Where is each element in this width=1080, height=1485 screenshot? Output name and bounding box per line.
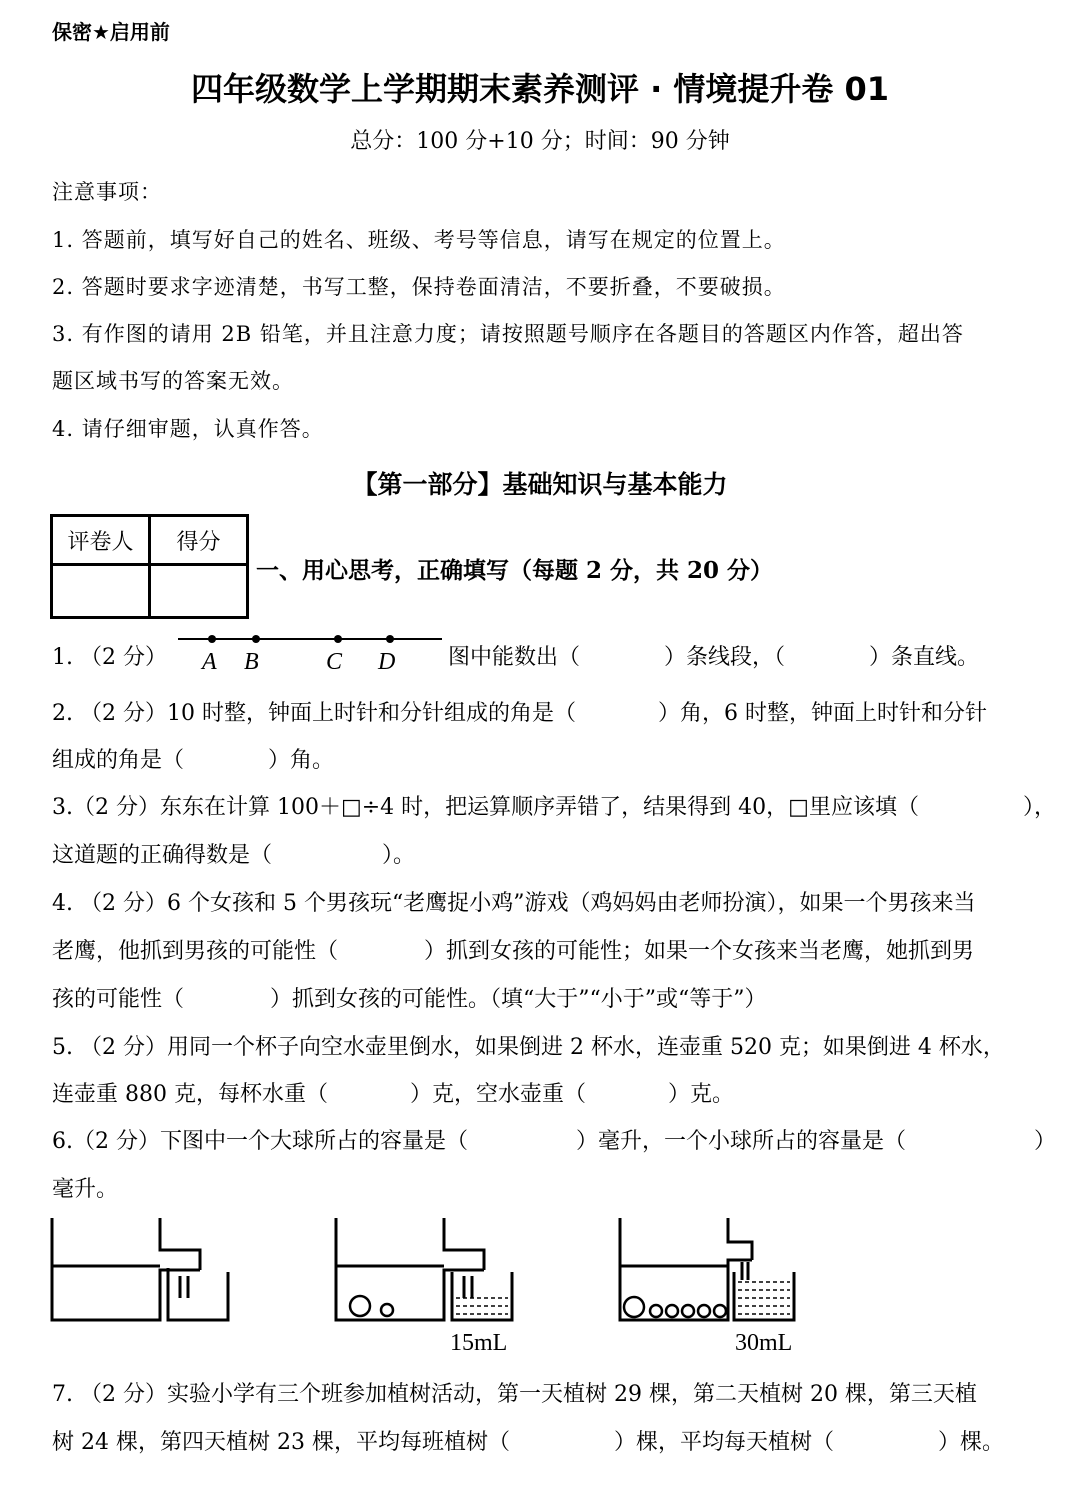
question-7-line-1: 7. （2 分）实验小学有三个班参加植树活动，第一天植树 29 棵，第二天植树 20 棵，第三天植 — [52, 1382, 977, 1407]
caption-15ml: 15mL — [450, 1330, 508, 1356]
question-6-line-1 — [52, 1124, 906, 1155]
water-fill-2 — [738, 1282, 790, 1314]
note-line: 2. 答题时要求字迹清楚，书写工整，保持卷面清洁，不要折叠，不要破损。 — [52, 275, 786, 299]
question-6-line-2: 毫升。 — [52, 1177, 119, 1202]
question-1-text — [448, 640, 979, 671]
answer-blank-end[interactable] — [1023, 790, 1056, 821]
point-b — [252, 635, 260, 643]
q6-part-b: ）毫升，一个小球所占的容量是（ — [575, 1129, 906, 1154]
water-fill-1 — [456, 1298, 508, 1314]
q1-part-a: 图中能数出（ — [448, 645, 581, 670]
q5-part-b: 连壶重 880 克，每杯水重（ — [52, 1082, 328, 1107]
part-title: 一、用心思考，正确填写（每题 2 分，共 20 分） — [256, 557, 774, 584]
note-line: 3. 有作图的请用 2B 铅笔，并且注意力度；请按照题号顺序在各题目的答题区内作答，超出答 — [52, 322, 964, 346]
q4-part-e: ）抓到女孩的可能性。（填“大于”“小于”或“等于”） — [270, 987, 767, 1012]
q7-part-b: 树 24 棵，第四天植树 23 棵，平均每班植树（ — [52, 1430, 510, 1455]
small-ball — [666, 1305, 678, 1317]
q3-part-a: 3.（2 分）东东在计算 100＋□÷4 时，把运算顺序弄错了，结果得到 40，□里应该填（ — [52, 795, 919, 820]
q6-part-a: 6.（2 分）下图中一个大球所占的容量是（ — [52, 1129, 468, 1154]
point-a-label: A — [202, 649, 217, 675]
note-line: 4. 请仔细审题，认真作答。 — [52, 417, 324, 441]
line-segment-figure — [170, 625, 450, 680]
question-3-line-1 — [52, 790, 919, 821]
q4-part-c: ）抓到女孩的可能性；如果一个女孩来当老鹰，她抓到男 — [424, 939, 975, 964]
question-5-line-1: 5. （2 分）用同一个杯子向空水壶里倒水，如果倒进 2 杯水，连壶重 520 克；如果倒进 4 杯水， — [52, 1035, 1005, 1060]
q2-part-c: 组成的角是（ — [52, 748, 185, 773]
q1-part-b: ）条线段，（ — [664, 645, 786, 670]
q4-part-d: 孩的可能性（ — [52, 987, 185, 1012]
reviewer-cell[interactable] — [52, 565, 150, 618]
q7-part-d: ）棵。 — [937, 1430, 1004, 1455]
big-ball — [350, 1296, 370, 1316]
exam-subtitle: 总分：100 分+10 分；时间：90 分钟 — [350, 129, 730, 154]
small-ball — [714, 1305, 726, 1317]
small-ball — [381, 1304, 393, 1316]
score-cell[interactable] — [150, 565, 248, 618]
q2-part-d: ）角。 — [268, 748, 335, 773]
container-1 — [52, 1218, 228, 1320]
point-c — [334, 635, 342, 643]
q3-part-d: ）。 — [382, 843, 416, 868]
question-4-line-3 — [52, 982, 767, 1013]
q3-part-c: 这道题的正确得数是（ — [52, 843, 273, 868]
q5-part-d: ）克。 — [668, 1082, 735, 1107]
page-title: 四年级数学上学期期末素养测评 · 情境提升卷 01 — [190, 70, 890, 108]
q2-part-a: 2. （2 分）10 时整，钟面上时针和分针组成的角是（ — [52, 701, 576, 726]
q4-part-b: 老鹰，他抓到男孩的可能性（ — [52, 939, 339, 964]
score-table — [50, 514, 249, 619]
small-ball — [650, 1305, 662, 1317]
question-4-line-1: 4. （2 分）6 个女孩和 5 个男孩玩“老鹰捉小鸡”游戏（鸡妈妈由老师扮演），如果一个男孩来当 — [52, 891, 976, 916]
reviewer-header: 评卷人 — [52, 516, 150, 565]
notes-heading: 注意事项： — [52, 180, 162, 204]
point-c-label: C — [326, 649, 343, 675]
question-7-line-2 — [52, 1425, 1004, 1456]
q3-part-b: ）， — [1022, 795, 1056, 820]
question-2-line-2 — [52, 743, 334, 774]
question-2-line-1 — [52, 696, 987, 727]
q1-part-c: ）条直线。 — [869, 645, 980, 670]
question-3-line-2 — [52, 838, 415, 869]
point-b-label: B — [244, 649, 259, 675]
caption-30ml: 30mL — [735, 1330, 793, 1356]
answer-blank-end[interactable] — [1034, 1124, 1056, 1155]
point-d — [386, 635, 394, 643]
ball-volume-figure — [40, 1210, 820, 1360]
small-ball — [698, 1305, 710, 1317]
container-2 — [336, 1218, 512, 1320]
q2-part-b: ）角，6 时整，钟面上时针和分针 — [657, 701, 987, 726]
container-3 — [620, 1218, 794, 1320]
q6-part-c: ） — [1033, 1129, 1056, 1154]
score-header: 得分 — [150, 516, 248, 565]
q5-part-c: ）克，空水壶重（ — [409, 1082, 586, 1107]
question-1-number: 1. （2 分） — [52, 645, 167, 670]
question-4-line-2 — [52, 934, 974, 965]
small-ball — [682, 1305, 694, 1317]
confidential-label: 保密★启用前 — [52, 20, 170, 44]
note-line: 1. 答题前，填写好自己的姓名、班级、考号等信息，请写在规定的位置上。 — [52, 228, 786, 252]
note-line: 题区域书写的答案无效。 — [52, 369, 294, 393]
point-d-label: D — [378, 649, 396, 675]
question-5-line-2 — [52, 1077, 734, 1108]
section-title: 【第一部分】基础知识与基本能力 — [352, 470, 728, 499]
q7-part-c: ）棵，平均每天植树（ — [613, 1430, 834, 1455]
big-ball — [624, 1297, 644, 1317]
point-a — [208, 635, 216, 643]
